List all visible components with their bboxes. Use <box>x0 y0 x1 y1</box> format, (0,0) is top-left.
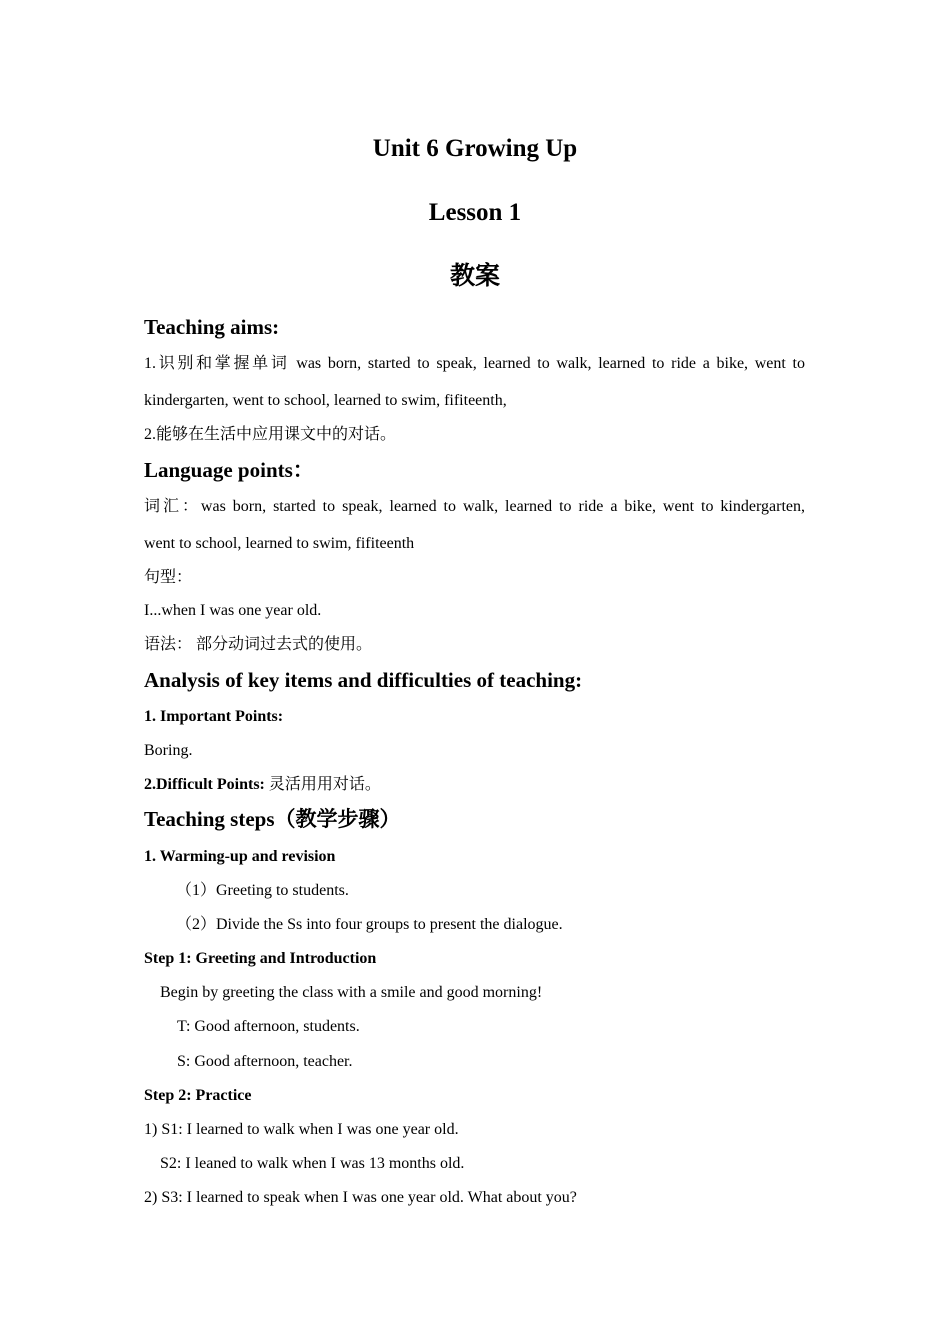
step-2-heading: Step 2: Practice <box>144 1087 252 1104</box>
pattern-text: I...when I was one year old. <box>144 602 322 619</box>
difficult-points-label: 2.Difficult Points: <box>144 776 265 793</box>
document-title: Unit 6 Growing Up <box>372 135 578 162</box>
pattern-label: 句型： <box>144 569 193 586</box>
important-points-text: Boring. <box>144 742 193 759</box>
analysis-heading: Analysis of key items and difficulties of teaching: <box>144 668 583 692</box>
practice-line-1: 1) S1: I learned to walk when I was one year old. <box>144 1121 459 1138</box>
teaching-aims-heading: Teaching aims: <box>144 315 280 339</box>
aims-line-1-cont: kindergarten, went to school, learned to swim, fifiteenth, <box>144 392 507 409</box>
aims-line-2: 2.能够在生活中应用课文中的对话。 <box>144 426 397 443</box>
step-1-student-line: S: Good afternoon, teacher. <box>177 1053 353 1070</box>
difficult-points-line <box>144 775 381 795</box>
practice-line-2: S2: I leaned to walk when I was 13 months old. <box>160 1155 465 1172</box>
step-1-teacher-line: T: Good afternoon, students. <box>177 1018 360 1035</box>
step-1-intro: Begin by greeting the class with a smile and good morning! <box>160 984 543 1001</box>
warmup-item-1: （1）Greeting to students. <box>176 882 349 899</box>
practice-line-3: 2) S3: I learned to speak when I was one year old. What about you? <box>144 1189 577 1206</box>
grammar-line: 语法： 部分动词过去式的使用。 <box>144 636 373 653</box>
language-points-heading: Language points： <box>144 458 314 482</box>
aims-line-1: 1.识别和掌握单词 was born, started to speak, learned to walk, learned to ride a bike, went to <box>144 355 805 372</box>
teaching-steps-heading: Teaching steps（教学步骤） <box>144 807 401 831</box>
lesson-plan-title: 教案 <box>449 263 500 290</box>
important-points-label: 1. Important Points: <box>144 708 284 725</box>
warmup-heading: 1. Warming-up and revision <box>144 848 336 865</box>
step-1-heading: Step 1: Greeting and Introduction <box>144 950 377 967</box>
vocab-line-2: went to school, learned to swim, fifiteenth <box>144 535 415 552</box>
difficult-points-text: 灵活用用对话。 <box>264 776 381 793</box>
lesson-title: Lesson 1 <box>428 199 522 226</box>
vocab-line-1: 词汇：was born, started to speak, learned to walk, learned to ride a bike, went to kindergarten, <box>144 498 805 515</box>
warmup-item-2: （2）Divide the Ss into four groups to present the dialogue. <box>176 916 563 933</box>
